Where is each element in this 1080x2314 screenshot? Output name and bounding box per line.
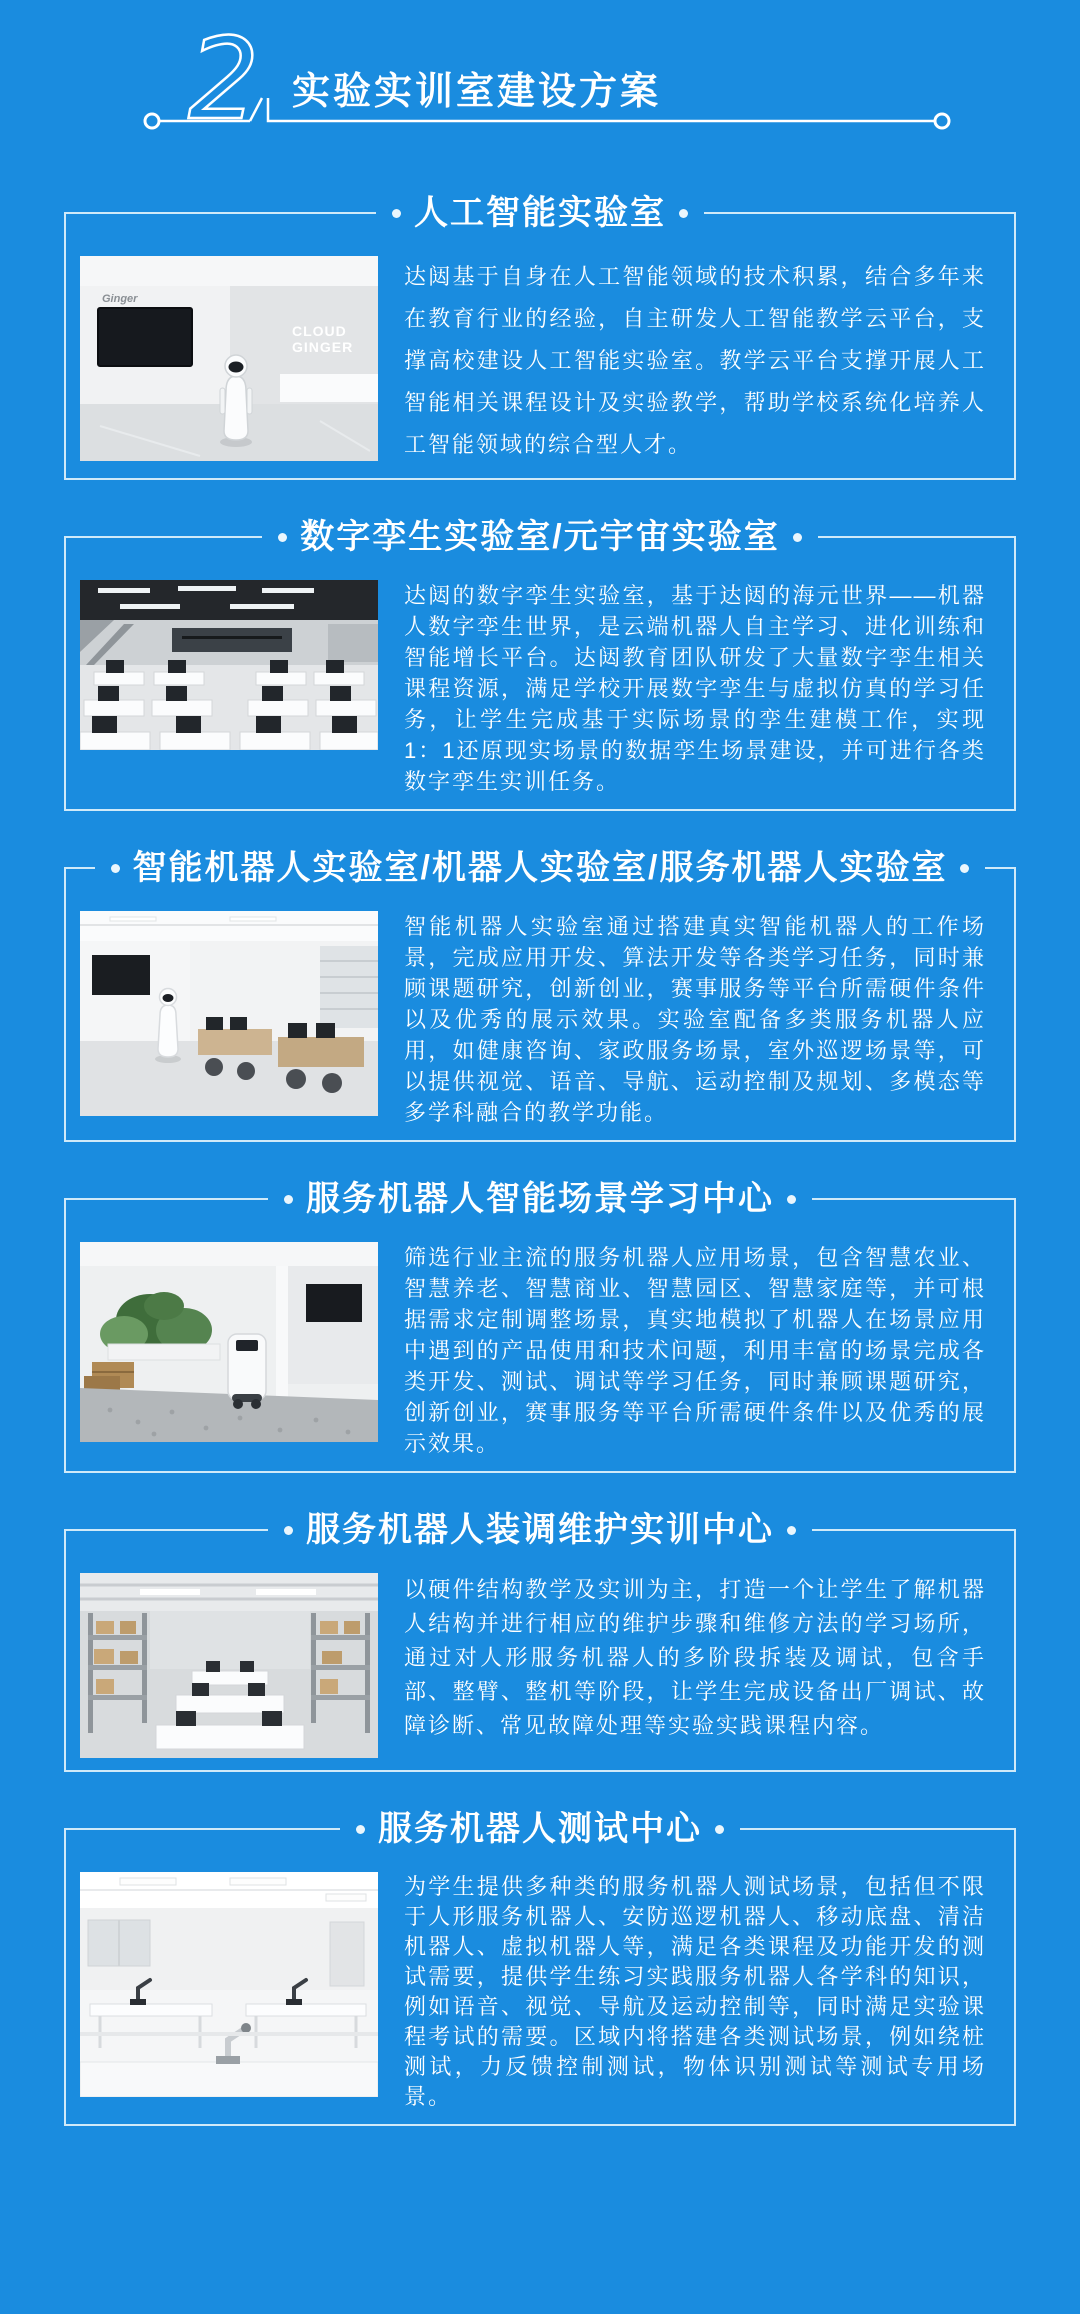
page-title: 实验实训室建设方案 (292, 71, 662, 113)
title-dot-left (356, 1825, 365, 1834)
section-title-row (66, 843, 1014, 893)
section-scene-learning-center (64, 1180, 1016, 1473)
section-body: 达闼的数字孪生实验室，基于达闼的海元世界——机器人数字孪生世界，是云端机器人自主学习、进化训练和智能增长平台。达闼教育团队研发了大量数字孪生相关课程资源，满足学校开展数字孪生与虚拟仿真的学习任务，让学生完成基于实际场景的孪生建模工作，实现1：1还原现实场景的数据孪生场景建设，并可进行各类数字孪生实训任务。 (404, 583, 986, 794)
scene-learning-center-photo (80, 1242, 378, 1442)
section-robot-lab (64, 849, 1016, 1142)
section-body: 智能机器人实验室通过搭建真实智能机器人的工作场景，完成应用开发、算法开发等各类学习任务，同时兼顾课题研究，创新创业，赛事服务等平台所需硬件条件以及优秀的展示效果。实验室配备多类服务机器人应用，如健康咨询、家政服务场景，室外巡逻场景等，可以提供视觉、语音、导航、运动控制及规划、多模态等多学科融合的教学功能。 (404, 914, 986, 1125)
title-dot-right (715, 1825, 724, 1834)
maintenance-center-photo (80, 1573, 378, 1758)
digital-twin-lab-photo (80, 580, 378, 750)
section-test-center (64, 1810, 1016, 2126)
section-title-row (66, 512, 1014, 562)
section-title: 数字孪生实验室/元宇宙实验室 (300, 518, 780, 556)
title-dot-left (284, 1195, 293, 1204)
section-digital-twin-lab (64, 518, 1016, 811)
cloud-ginger-wall-text-line1: CLOUD (292, 323, 347, 339)
section-body: 为学生提供多种类的服务机器人测试场景，包括但不限于人形服务机器人、安防巡逻机器人、移动底盘、清洁机器人、虚拟机器人等，满足各类课程及功能开发的测试需要，提供学生练习实践服务机器人各学科的知识，例如语音、视觉、导航及运动控制等，同时满足实验课程考试的需要。区域内将搭建各类测试场景，例如绕桩测试，力反馈控制测试，物体识别测试等测试专用场景。 (404, 1874, 986, 2109)
section-body: 达闼基于自身在人工智能领域的技术积累，结合多年来在教育行业的经验，自主研发人工智能教学云平台，支撑高校建设人工智能实验室。教学云平台支撑开展人工智能相关课程设计及实验教学，帮助学校系统化培养人工智能领域的综合型人才。 (404, 264, 986, 457)
title-dot-right (787, 1195, 796, 1204)
title-dot-left (111, 864, 120, 873)
title-dot-right (787, 1526, 796, 1535)
section-title-row (66, 1505, 1014, 1555)
title-dot-right (793, 533, 802, 542)
page-header (0, 0, 1080, 162)
title-dot-right (960, 864, 969, 873)
title-dot-right (679, 209, 688, 218)
section-ai-lab (64, 194, 1016, 480)
section-title-row (66, 1804, 1014, 1854)
title-dot-left (284, 1526, 293, 1535)
section-title: 服务机器人装调维护实训中心 (306, 1511, 774, 1549)
section-title: 服务机器人智能场景学习中心 (306, 1180, 774, 1218)
cloud-ginger-wall-text-line2: GINGER (292, 339, 354, 355)
section-title-row (66, 1174, 1014, 1224)
section-title: 人工智能实验室 (414, 194, 666, 232)
section-title-row (66, 188, 1014, 238)
section-body: 以硬件结构教学及实训为主，打造一个让学生了解机器人结构并进行相应的维护步骤和维修方法的学习场所，通过对人形服务机器人的多阶段拆装及调试，包含手部、整臂、整机等阶段，让学生完成设备出厂调试、故障诊断、常见故障处理等实验实践课程内容。 (404, 1577, 986, 1738)
ginger-logo-text: Ginger (102, 293, 138, 305)
ai-lab-photo (80, 256, 378, 461)
section-title: 智能机器人实验室/机器人实验室/服务机器人实验室 (132, 849, 948, 887)
title-dot-left (392, 209, 401, 218)
section-title: 服务机器人测试中心 (378, 1810, 702, 1848)
test-center-photo (80, 1872, 378, 2097)
section-maintenance-training-center (64, 1511, 1016, 1772)
header-number-glyph: 2 (188, 15, 260, 145)
section-body: 筛选行业主流的服务机器人应用场景，包含智慧农业、智慧养老、智慧商业、智慧园区、智慧家庭等，并可根据需求定制调整场景，真实地模拟了机器人在场景应用中遇到的产品使用和技术问题，利用丰富的场景完成各类开发、测试、调试等学习任务，同时兼顾课题研究，创新创业，赛事服务等平台所需硬件条件以及优秀的展示效果。 (404, 1245, 986, 1456)
robot-lab-photo (80, 911, 378, 1116)
title-dot-left (278, 533, 287, 542)
